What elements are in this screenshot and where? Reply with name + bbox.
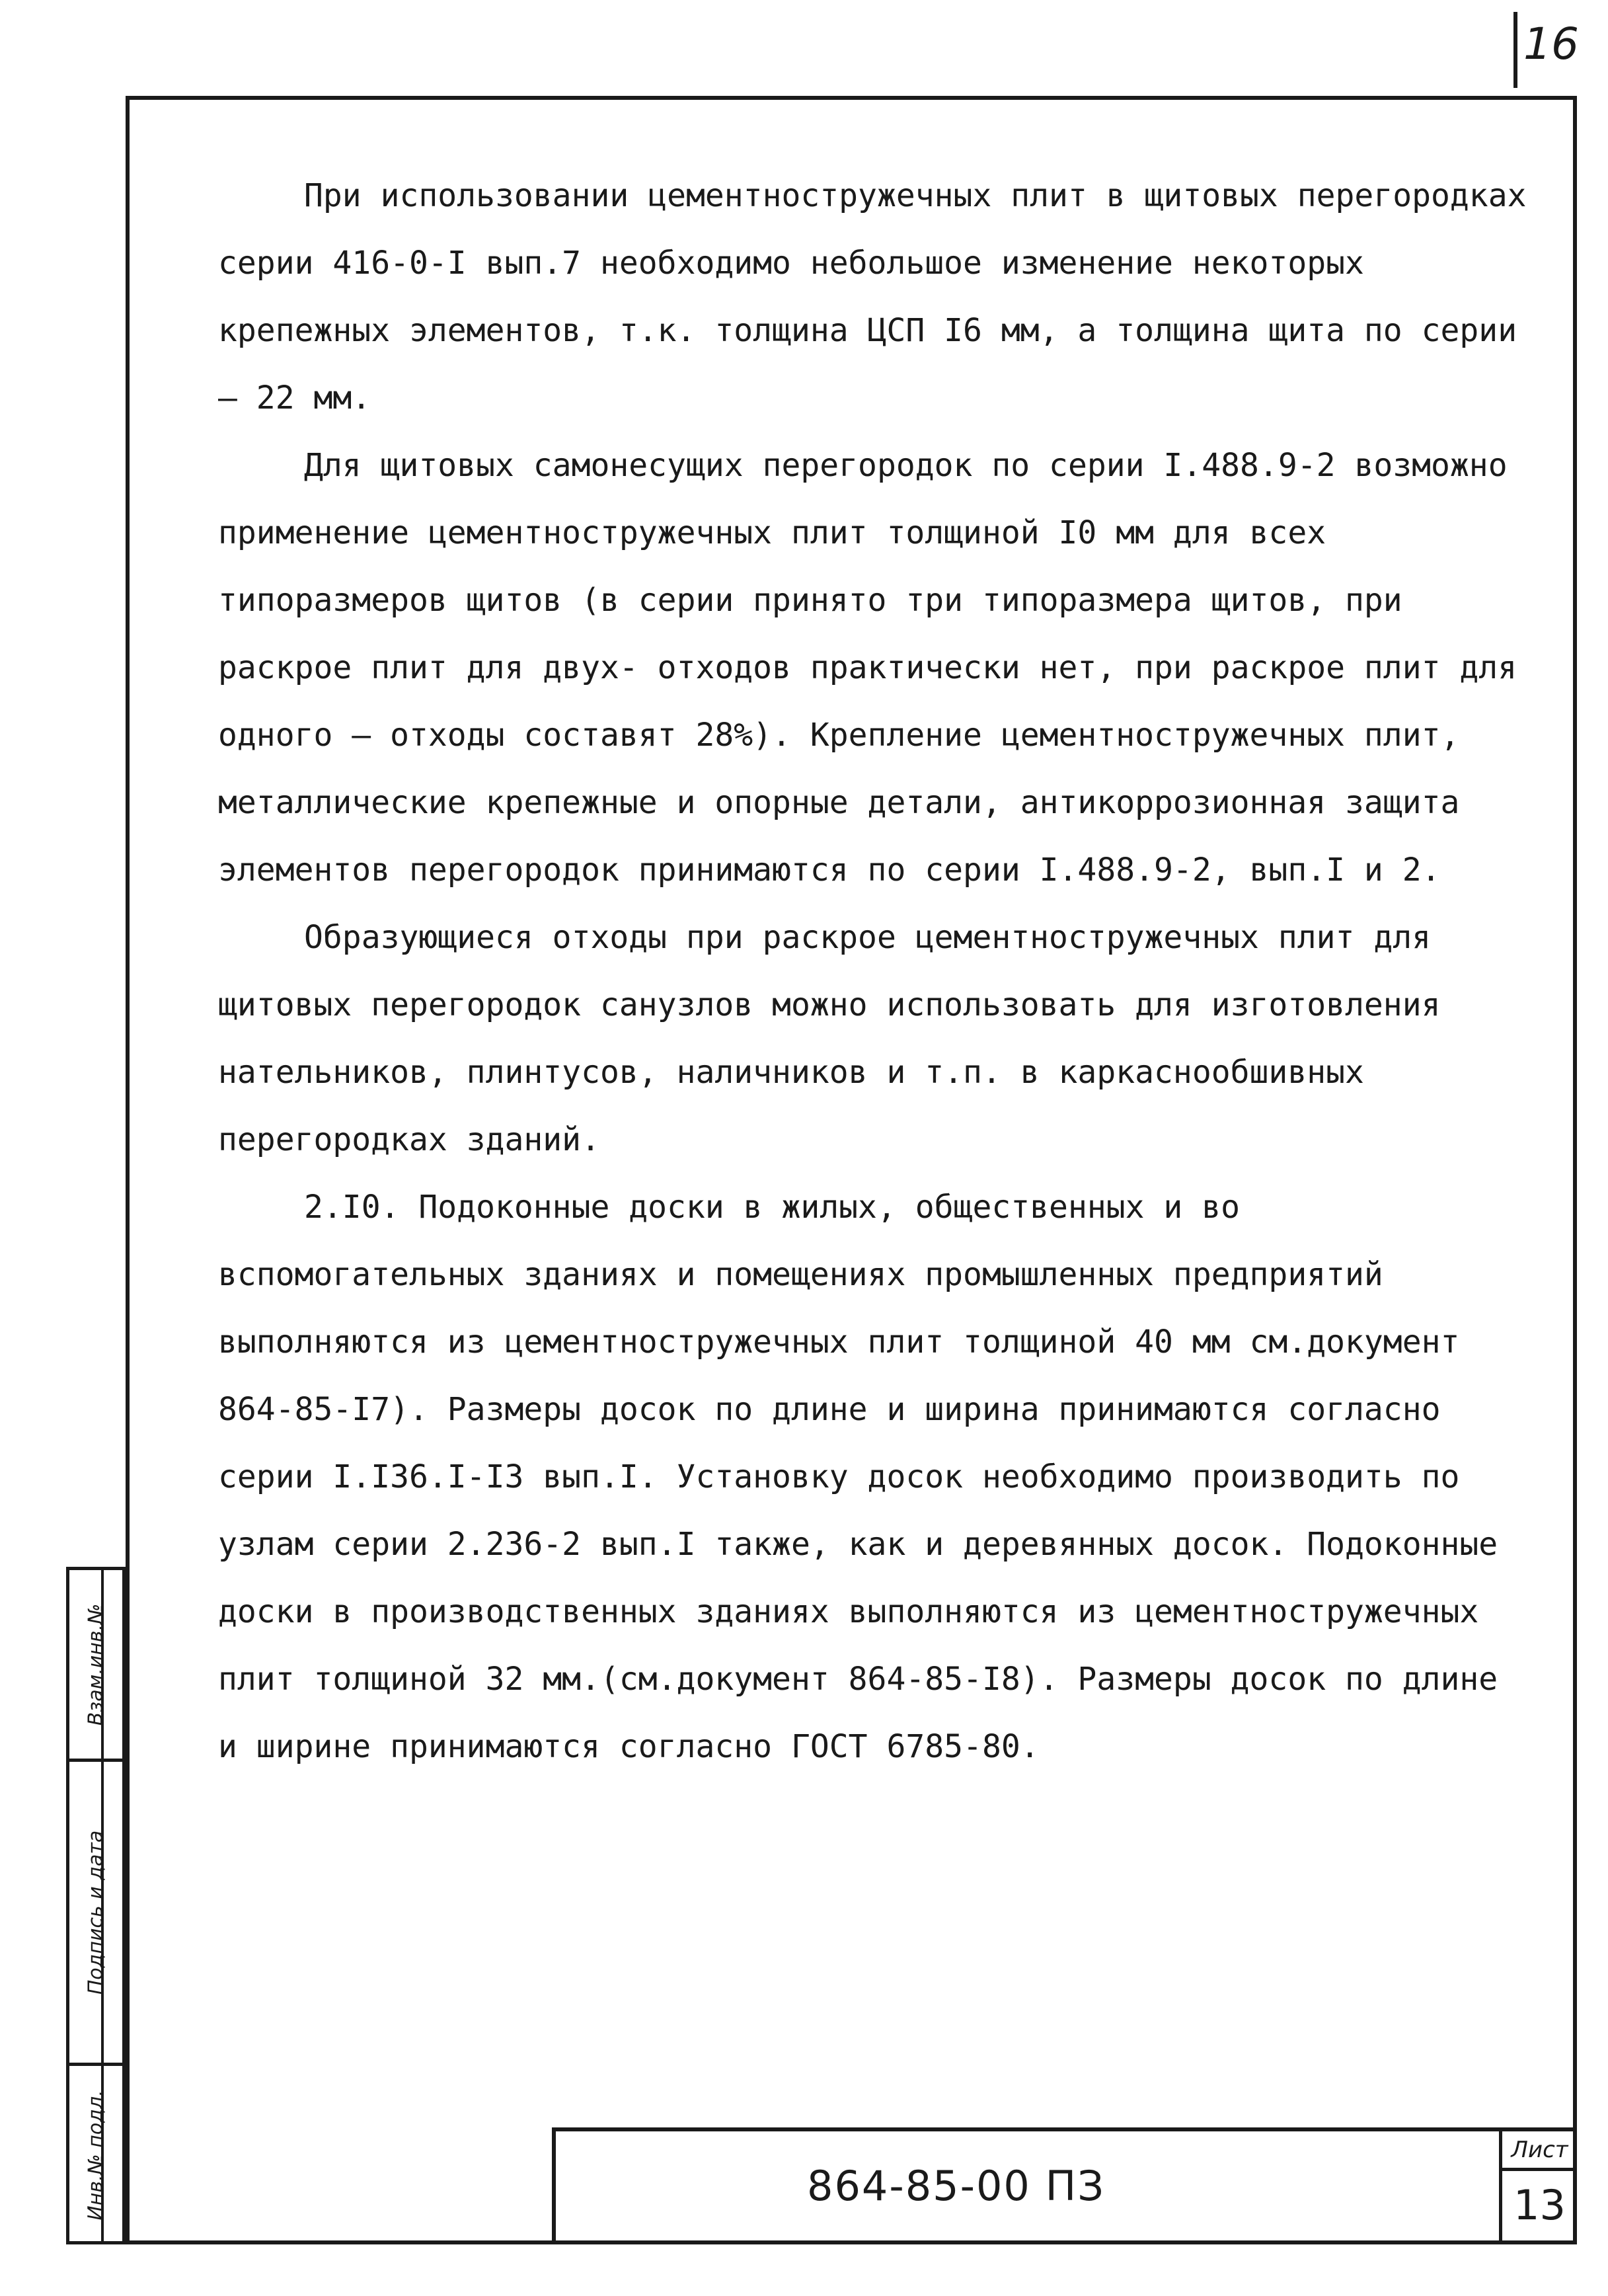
side-cell-original-inv: [69, 2066, 122, 2244]
side-cell-label: Взам.инв.№: [84, 1603, 108, 1725]
sheet-label: Лист: [1502, 2131, 1577, 2171]
side-cell-label: Подпись и дата: [84, 1830, 108, 1995]
paragraph-4: 2.I0. Подоконные доски в жилых, общественных и во вспомогательных зданиях и помещениях промышленных предприятий выполняются из цементностружечных плит толщиной 40 мм см.документ 864-85-I7). Размеры досок по длине и ширина принимаются согласно серии I.I36.I-I3 вып.I. Установку досок необходимо производить по узлам серии 2.236-2 вып.I также, как и деревянных досок. Подоконные доски в производственных зданиях выполняются из цементностружечных плит толщиной 32 мм.(см.документ 864-85-I8). Размеры досок по длине и ширине принимаются согласно ГОСТ 6785-80.: [218, 1189, 1498, 1765]
side-cell-replacement-inv: [69, 1570, 122, 1762]
corner-page-number: 16: [1523, 19, 1579, 69]
sheet-box: [1499, 2131, 1577, 2244]
side-stamp: [66, 1567, 126, 2244]
paragraph-3: Образующиеся отходы при раскрое цементностружечных плит для щитовых перегородок санузлов можно использовать для изготовления нательников, плинтусов, наличников и т.п. в каркаснообшивных перегородках зданий.: [218, 919, 1441, 1158]
corner-tick-mark: [1513, 12, 1517, 88]
document-body: [218, 162, 1533, 1780]
document-code: 864-85-00 ПЗ: [807, 2162, 1105, 2210]
paragraph-2: Для щитовых самонесущих перегородок по серии I.488.9-2 возможно применение цементностружечных плит толщиной I0 мм для всех типоразмеров щитов (в серии принято три типоразмера щитов, при раскрое плит для двух- отходов практически нет, при раскрое плит для одного – отходы составят 28%). Крепление цементностружечных плит, металлические крепежные и опорные детали, антикоррозионная защита элементов перегородок принимаются по серии I.488.9-2, вып.I и 2.: [218, 447, 1517, 889]
side-cell-label: Инв.№ подл.: [84, 2090, 108, 2221]
paragraph-1: При использовании цементностружечных плит в щитовых перегородках серии 416-0-I вып.7 необходимо небольшое изменение некоторых крепежных элементов, т.к. толщина ЦСП I6 мм, а толщина щита по серии – 22 мм.: [218, 177, 1527, 416]
sheet-number: 13: [1513, 2181, 1566, 2229]
side-cell-signature-date: [69, 1762, 122, 2066]
title-block: [552, 2127, 1577, 2244]
